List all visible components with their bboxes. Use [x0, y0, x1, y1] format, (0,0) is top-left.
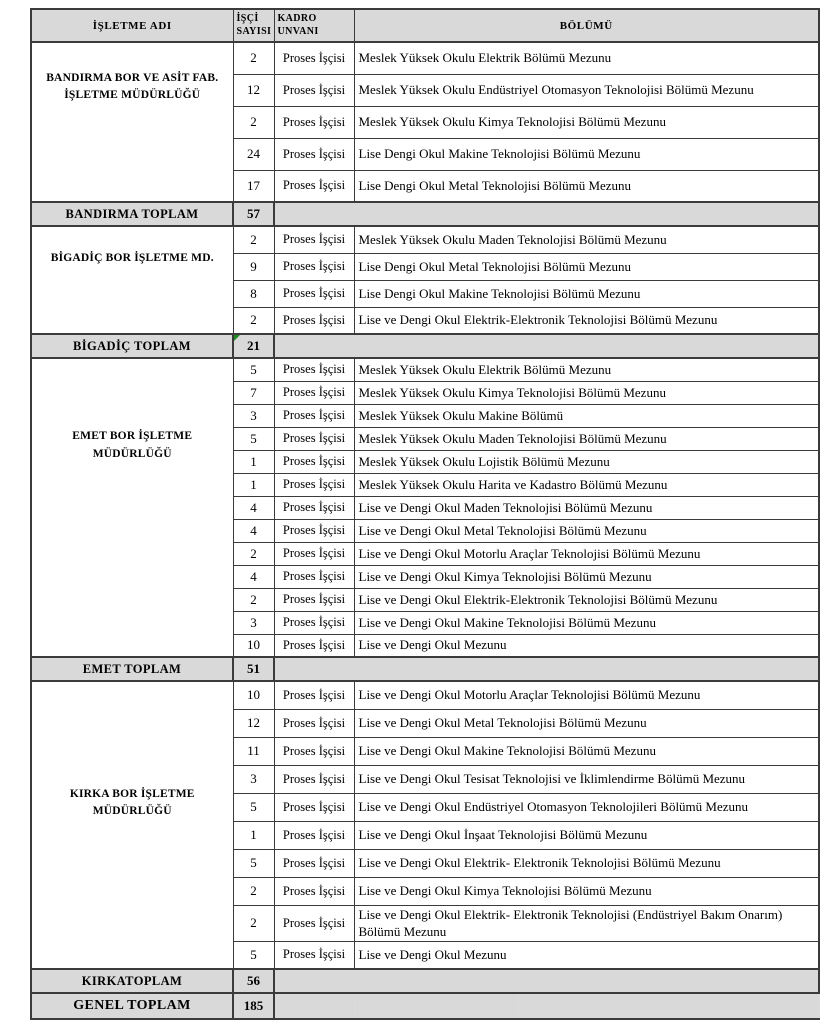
- isci-sayisi-cell: 5: [233, 849, 274, 877]
- kadro-unvani-cell: Proses İşçisi: [274, 737, 354, 765]
- table-header: [31, 9, 819, 42]
- bolumu-cell: Meslek Yüksek Okulu Maden Teknolojisi Bölümü Mezunu: [354, 427, 819, 450]
- group-name-cell: KIRKA BOR İŞLETME MÜDÜRLÜĞÜ: [31, 681, 233, 969]
- bolumu-cell: Lise ve Dengi Okul Elektrik- Elektronik Teknolojisi (Endüstriyel Bakım Onarım) Bölümü Mezunu: [354, 905, 819, 941]
- isci-sayisi-cell: 2: [233, 542, 274, 565]
- unbordered-cell: [518, 993, 819, 1019]
- unbordered-cell: [274, 993, 354, 1019]
- total-empty-cell: [274, 202, 819, 226]
- isci-sayisi-cell: 12: [233, 709, 274, 737]
- total-value-cell: 56: [233, 969, 274, 993]
- isci-sayisi-cell: 1: [233, 821, 274, 849]
- isci-sayisi-cell: 5: [233, 793, 274, 821]
- isci-sayisi-cell: 8: [233, 280, 274, 307]
- total-label-cell: EMET TOPLAM: [31, 657, 233, 681]
- bolumu-cell: Lise ve Dengi Okul Elektrik- Elektronik Teknolojisi Bölümü Mezunu: [354, 849, 819, 877]
- kadro-unvani-cell: Proses İşçisi: [274, 226, 354, 253]
- group-name-cell: EMET BOR İŞLETME MÜDÜRLÜĞÜ: [31, 358, 233, 657]
- isci-sayisi-cell: 1: [233, 473, 274, 496]
- bolumu-cell: Lise ve Dengi Okul Mezunu: [354, 634, 819, 657]
- total-label-cell: BİGADİÇ TOPLAM: [31, 334, 233, 358]
- grand-total-value-cell: 185: [233, 993, 274, 1019]
- kadro-unvani-cell: Proses İşçisi: [274, 588, 354, 611]
- isci-sayisi-cell: 4: [233, 496, 274, 519]
- bolumu-cell: Lise ve Dengi Okul Tesisat Teknolojisi ve İklimlendirme Bölümü Mezunu: [354, 765, 819, 793]
- bolumu-cell: Meslek Yüksek Okulu Elektrik Bölümü Mezunu: [354, 358, 819, 381]
- header-kadro-line1: KADRO: [277, 13, 317, 24]
- bolumu-cell: Lise ve Dengi Okul Motorlu Araçlar Teknolojisi Bölümü Mezunu: [354, 681, 819, 709]
- bolumu-cell: Meslek Yüksek Okulu Harita ve Kadastro Bölümü Mezunu: [354, 473, 819, 496]
- isci-sayisi-cell: 5: [233, 941, 274, 969]
- bolumu-cell: Meslek Yüksek Okulu Maden Teknolojisi Bölümü Mezunu: [354, 226, 819, 253]
- isci-sayisi-cell: 5: [233, 358, 274, 381]
- isci-sayisi-cell: 12: [233, 74, 274, 106]
- isci-sayisi-cell: 1: [233, 450, 274, 473]
- isci-sayisi-cell: 2: [233, 307, 274, 334]
- kadro-unvani-cell: Proses İşçisi: [274, 404, 354, 427]
- kadro-unvani-cell: Proses İşçisi: [274, 307, 354, 334]
- bolumu-cell: Lise Dengi Okul Metal Teknolojisi Bölümü Mezunu: [354, 253, 819, 280]
- kadro-unvani-cell: Proses İşçisi: [274, 381, 354, 404]
- total-row: [31, 657, 819, 681]
- total-row: [31, 202, 819, 226]
- header-isci-line1: İŞÇİ: [236, 13, 259, 24]
- header-bolumu: BÖLÜMÜ: [354, 9, 819, 42]
- total-empty-cell: [274, 657, 819, 681]
- kadro-unvani-cell: Proses İşçisi: [274, 611, 354, 634]
- total-label-cell: BANDIRMA TOPLAM: [31, 202, 233, 226]
- bolumu-cell: Lise ve Dengi Okul Makine Teknolojisi Bölümü Mezunu: [354, 737, 819, 765]
- kadro-unvani-cell: Proses İşçisi: [274, 253, 354, 280]
- bolumu-cell: Meslek Yüksek Okulu Makine Bölümü: [354, 404, 819, 427]
- kadro-unvani-cell: Proses İşçisi: [274, 280, 354, 307]
- header-kadro-line2: UNVANI: [277, 25, 319, 37]
- isci-sayisi-cell: 3: [233, 611, 274, 634]
- kadro-unvani-cell: Proses İşçisi: [274, 138, 354, 170]
- bolumu-cell: Lise ve Dengi Okul Maden Teknolojisi Bölümü Mezunu: [354, 496, 819, 519]
- kadro-unvani-cell: Proses İşçisi: [274, 681, 354, 709]
- kadro-unvani-cell: Proses İşçisi: [274, 709, 354, 737]
- total-value-cell: 57: [233, 202, 274, 226]
- total-value-cell: 51: [233, 657, 274, 681]
- kadro-unvani-cell: Proses İşçisi: [274, 905, 354, 941]
- group-name-cell: BİGADİÇ BOR İŞLETME MD.: [31, 226, 233, 334]
- bolumu-cell: Meslek Yüksek Okulu Elektrik Bölümü Mezunu: [354, 42, 819, 74]
- isci-sayisi-cell: 7: [233, 381, 274, 404]
- bolumu-cell: Lise ve Dengi Okul Kimya Teknolojisi Bölümü Mezunu: [354, 565, 819, 588]
- bolumu-cell: Lise ve Dengi Okul Makine Teknolojisi Bölümü Mezunu: [354, 611, 819, 634]
- kadro-unvani-cell: Proses İşçisi: [274, 42, 354, 74]
- total-empty-cell: [274, 969, 819, 993]
- bolumu-cell: Lise ve Dengi Okul İnşaat Teknolojisi Bölümü Mezunu: [354, 821, 819, 849]
- table-body: [31, 42, 819, 1019]
- kadro-unvani-cell: Proses İşçisi: [274, 450, 354, 473]
- bolumu-cell: Lise ve Dengi Okul Metal Teknolojisi Bölümü Mezunu: [354, 709, 819, 737]
- isci-sayisi-cell: 5: [233, 427, 274, 450]
- isci-sayisi-cell: 3: [233, 765, 274, 793]
- bolumu-cell: Lise ve Dengi Okul Elektrik-Elektronik Teknolojisi Bölümü Mezunu: [354, 307, 819, 334]
- bolumu-cell: Lise Dengi Okul Metal Teknolojisi Bölümü Mezunu: [354, 170, 819, 202]
- kadro-unvani-cell: Proses İşçisi: [274, 358, 354, 381]
- kadro-unvani-cell: Proses İşçisi: [274, 941, 354, 969]
- header-row: [31, 9, 819, 42]
- isci-sayisi-cell: 2: [233, 106, 274, 138]
- bolumu-cell: Lise Dengi Okul Makine Teknolojisi Bölümü Mezunu: [354, 138, 819, 170]
- total-row: [31, 969, 819, 993]
- table-row: [31, 358, 819, 381]
- table-row: [31, 681, 819, 709]
- unbordered-cell: [354, 993, 518, 1019]
- kadro-unvani-cell: Proses İşçisi: [274, 634, 354, 657]
- table-row: [31, 226, 819, 253]
- kadro-unvani-cell: Proses İşçisi: [274, 565, 354, 588]
- kadro-unvani-cell: Proses İşçisi: [274, 473, 354, 496]
- header-isletme-adi: İŞLETME ADI: [31, 9, 233, 42]
- isci-sayisi-cell: 2: [233, 877, 274, 905]
- bolumu-cell: Meslek Yüksek Okulu Endüstriyel Otomasyon Teknolojisi Bölümü Mezunu: [354, 74, 819, 106]
- bolumu-cell: Meslek Yüksek Okulu Lojistik Bölümü Mezunu: [354, 450, 819, 473]
- isci-sayisi-cell: 2: [233, 588, 274, 611]
- table-row: [31, 42, 819, 74]
- cell-flag-triangle-icon: [234, 335, 240, 341]
- bolumu-cell: Lise ve Dengi Okul Motorlu Araçlar Teknolojisi Bölümü Mezunu: [354, 542, 819, 565]
- isci-sayisi-cell: 9: [233, 253, 274, 280]
- isci-sayisi-cell: 2: [233, 226, 274, 253]
- bolumu-cell: Meslek Yüksek Okulu Kimya Teknolojisi Bölümü Mezunu: [354, 106, 819, 138]
- bolumu-cell: Meslek Yüksek Okulu Kimya Teknolojisi Bölümü Mezunu: [354, 381, 819, 404]
- isci-sayisi-cell: 24: [233, 138, 274, 170]
- bolumu-cell: Lise ve Dengi Okul Mezunu: [354, 941, 819, 969]
- isci-sayisi-cell: 3: [233, 404, 274, 427]
- isci-sayisi-cell: 4: [233, 519, 274, 542]
- grand-total-label-cell: GENEL TOPLAM: [31, 993, 233, 1019]
- bolumu-cell: Lise ve Dengi Okul Elektrik-Elektronik Teknolojisi Bölümü Mezunu: [354, 588, 819, 611]
- total-label-cell: KIRKATOPLAM: [31, 969, 233, 993]
- kadro-unvani-cell: Proses İşçisi: [274, 877, 354, 905]
- isci-sayisi-cell: 10: [233, 634, 274, 657]
- isci-sayisi-cell: 2: [233, 905, 274, 941]
- header-isci-line2: SAYISI: [236, 25, 272, 37]
- bolumu-cell: Lise ve Dengi Okul Metal Teknolojisi Bölümü Mezunu: [354, 519, 819, 542]
- personnel-table: [30, 8, 820, 1020]
- kadro-unvani-cell: Proses İşçisi: [274, 106, 354, 138]
- header-isci-sayisi: [233, 9, 274, 42]
- isci-sayisi-cell: 2: [233, 42, 274, 74]
- kadro-unvani-cell: Proses İşçisi: [274, 793, 354, 821]
- isci-sayisi-cell: 4: [233, 565, 274, 588]
- isci-sayisi-cell: 17: [233, 170, 274, 202]
- bolumu-cell: Lise ve Dengi Okul Kimya Teknolojisi Bölümü Mezunu: [354, 877, 819, 905]
- kadro-unvani-cell: Proses İşçisi: [274, 542, 354, 565]
- isci-sayisi-cell: 10: [233, 681, 274, 709]
- total-row: [31, 334, 819, 358]
- kadro-unvani-cell: Proses İşçisi: [274, 821, 354, 849]
- kadro-unvani-cell: Proses İşçisi: [274, 519, 354, 542]
- grand-total-row: [31, 993, 819, 1019]
- kadro-unvani-cell: Proses İşçisi: [274, 496, 354, 519]
- bolumu-cell: Lise Dengi Okul Makine Teknolojisi Bölümü Mezunu: [354, 280, 819, 307]
- group-name-cell: BANDIRMA BOR VE ASİT FAB. İŞLETME MÜDÜRLÜĞÜ: [31, 42, 233, 202]
- kadro-unvani-cell: Proses İşçisi: [274, 765, 354, 793]
- total-empty-cell: [274, 334, 819, 358]
- bolumu-cell: Lise ve Dengi Okul Endüstriyel Otomasyon Teknolojileri Bölümü Mezunu: [354, 793, 819, 821]
- isci-sayisi-cell: 11: [233, 737, 274, 765]
- kadro-unvani-cell: Proses İşçisi: [274, 427, 354, 450]
- total-value-cell: 21: [233, 334, 274, 358]
- header-kadro-unvani: [274, 9, 354, 42]
- kadro-unvani-cell: Proses İşçisi: [274, 849, 354, 877]
- kadro-unvani-cell: Proses İşçisi: [274, 74, 354, 106]
- kadro-unvani-cell: Proses İşçisi: [274, 170, 354, 202]
